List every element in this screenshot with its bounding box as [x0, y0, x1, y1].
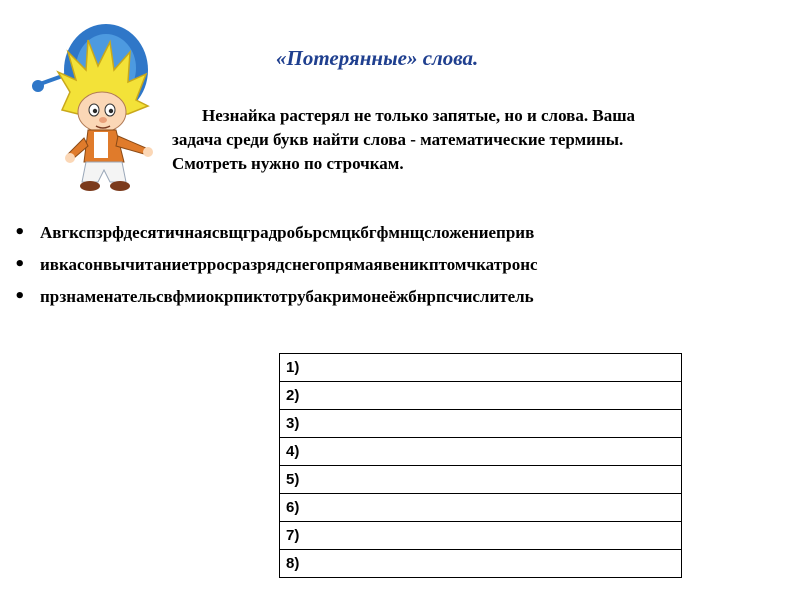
bullet-icon: •	[14, 286, 26, 307]
task-text	[172, 104, 772, 176]
table-row	[280, 438, 682, 466]
table-row	[280, 354, 682, 382]
letter-rows-list	[10, 220, 790, 316]
page-title: «Потерянные» слова.	[276, 46, 479, 70]
table-row	[280, 382, 682, 410]
answer-cell[interactable]: 1)	[280, 354, 682, 382]
task-line: задача среди букв найти слова - математические термины.	[172, 130, 624, 149]
letter-row: прзнаменательсвфмиокрпиктотрубакримонеёжбнрпсчислитель	[40, 287, 534, 306]
table-row	[280, 522, 682, 550]
letter-row: ивкасонвычитаниетрросразрядснегопрямаявеникптомчкатронс	[40, 255, 538, 274]
list-item	[10, 220, 790, 252]
table-row	[280, 466, 682, 494]
answer-cell[interactable]: 2)	[280, 382, 682, 410]
answer-cell[interactable]: 8)	[280, 550, 682, 578]
table-row	[280, 410, 682, 438]
answers-table	[279, 353, 682, 578]
answer-cell[interactable]: 3)	[280, 410, 682, 438]
answer-cell[interactable]: 4)	[280, 438, 682, 466]
answer-cell[interactable]: 5)	[280, 466, 682, 494]
table-row	[280, 550, 682, 578]
letter-row: Авгкспзрфдесятичнаясвщградробьрсмцкбгфмнщсложениеприв	[40, 223, 535, 242]
answer-cell[interactable]: 6)	[280, 494, 682, 522]
list-item	[10, 252, 790, 284]
bullet-icon: •	[14, 254, 26, 275]
answer-cell[interactable]: 7)	[280, 522, 682, 550]
list-item	[10, 284, 790, 316]
bullet-icon: •	[14, 222, 26, 243]
task-line: Незнайка растерял не только запятые, но и слова. Ваша	[202, 106, 636, 125]
task-line: Смотреть нужно по строчкам.	[172, 154, 404, 173]
table-row	[280, 494, 682, 522]
cartoon-character-icon	[28, 22, 168, 194]
